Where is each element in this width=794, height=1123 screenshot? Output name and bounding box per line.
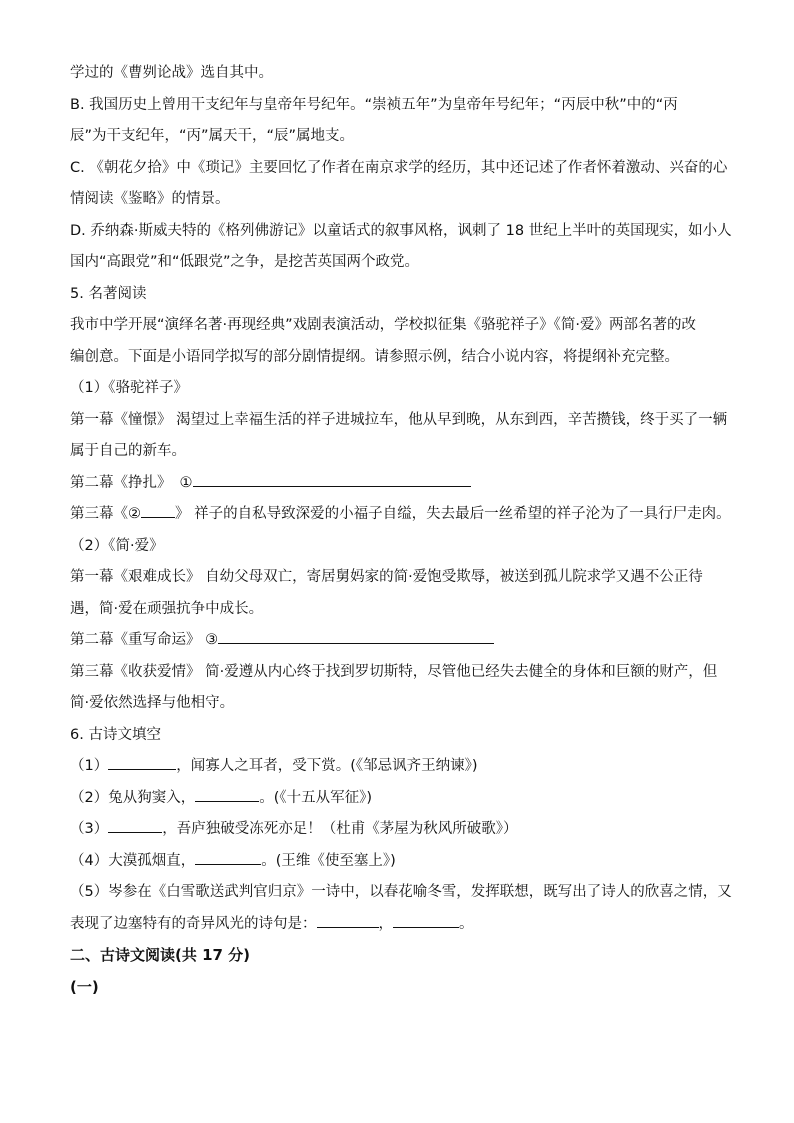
- act-title: 第三幕《②: [70, 506, 141, 522]
- section-heading: 二、古诗文阅读(共 17 分): [70, 946, 251, 964]
- question-6-heading: 6. 古诗文填空: [70, 726, 161, 743]
- answer-blank[interactable]: [317, 911, 379, 928]
- answer-blank[interactable]: [195, 785, 259, 802]
- fill-line: （2）兔从狗窦入， 。(《十五从军征》): [70, 783, 722, 815]
- subheading: （2）《简·爱》: [70, 537, 164, 554]
- answer-blank-2[interactable]: [141, 501, 175, 518]
- option-d-line: D. 乔纳森·斯威夫特的《格列佛游记》以童话式的叙事风格，讽刺了 18 世纪上半叶的英国现实，如小人: [70, 222, 732, 239]
- text-line: 编创意。下面是小语同学拟写的部分剧情提纲。请参照示例，结合小说内容，将提纲补充完整。: [70, 348, 679, 365]
- text-line: 第一幕《艰难成长》 自幼父母双亡，寄居舅妈家的简·爱饱受欺辱，被送到孤儿院求学又遇不公正待: [70, 569, 703, 585]
- answer-blank[interactable]: [108, 753, 176, 770]
- text-line: 情阅读《鉴略》的情景。: [70, 191, 230, 207]
- act-line: [70, 499, 731, 531]
- text-line: 第三幕《收获爱情》 简·爱遵从内心终于找到罗切斯特，尽管他已经失去健全的身体和巨额的财产，但: [70, 663, 718, 680]
- fill-line: 表现了边塞特有的奇异风光的诗句是： ， 。: [70, 909, 722, 941]
- document-page: [70, 58, 732, 1003]
- option-c-line: C. 《朝花夕拾》中《琐记》主要回忆了作者在南京求学的经历，其中还记述了作者怀着激动、兴奋的心: [70, 159, 728, 176]
- answer-blank-1[interactable]: [193, 470, 471, 487]
- text-line: 国内“高跟党”和“低跟党”之争，是挖苦英国两个政党。: [70, 254, 420, 270]
- option-b-line: B. 我国历史上曾用干支纪年与皇帝年号纪年。“崇祯五年”为皇帝年号纪年；“丙辰中秋”中的“丙: [70, 96, 678, 113]
- question-5-heading: 5. 名著阅读: [70, 285, 147, 302]
- act-text: 》 祥子的自私导致深爱的小福子自缢，失去最后一丝希望的祥子沦为了一具行尸走肉。: [175, 506, 731, 522]
- act-line: [70, 468, 722, 500]
- act-title: 第二幕《重写命运》 ③: [70, 632, 219, 648]
- text-line: 属于自己的新车。: [70, 443, 186, 459]
- answer-blank-3[interactable]: [218, 627, 494, 644]
- text-line: 第一幕《憧憬》 渴望过上幸福生活的祥子进城拉车，他从早到晚，从东到西，辛苦攒钱，终于买了一辆: [70, 411, 728, 428]
- answer-blank[interactable]: [195, 848, 261, 865]
- answer-blank[interactable]: [393, 911, 459, 928]
- blank-marker: ①: [179, 474, 193, 491]
- text-line: （5）岑参在《白雪歌送武判官归京》一诗中，以春花喻冬雪，发挥联想，既写出了诗人的欣喜之情，又: [70, 884, 732, 900]
- answer-blank[interactable]: [108, 816, 162, 833]
- text-line: 我市中学开展“演绎名著·再现经典”戏剧表演活动，学校拟征集《骆驼祥子》《简·爱》两部名著的改: [70, 317, 696, 333]
- text-line: 学过的《曹刿论战》选自其中。: [70, 65, 273, 81]
- fill-line: （4）大漠孤烟直， 。(王维《使至塞上》): [70, 846, 722, 878]
- act-title: 第二幕《挣扎》: [70, 474, 172, 491]
- subheading: （1）《骆驼祥子》: [70, 380, 188, 396]
- act-line: [70, 625, 722, 657]
- fill-line: （3） ，吾庐独破受冻死亦足！（杜甫《茅屋为秋风所破歌》）: [70, 814, 722, 846]
- text-line: 简·爱依然选择与他相守。: [70, 695, 235, 711]
- subsection-heading: (一): [70, 977, 99, 996]
- fill-line: （1） ，闻寡人之耳者，受下赏。(《邹忌讽齐王纳谏》): [70, 751, 722, 783]
- text-line: 遇，简·爱在顽强抗争中成长。: [70, 600, 264, 617]
- text-line: 辰”为干支纪年，“丙”属天干，“辰”属地支。: [70, 128, 355, 144]
